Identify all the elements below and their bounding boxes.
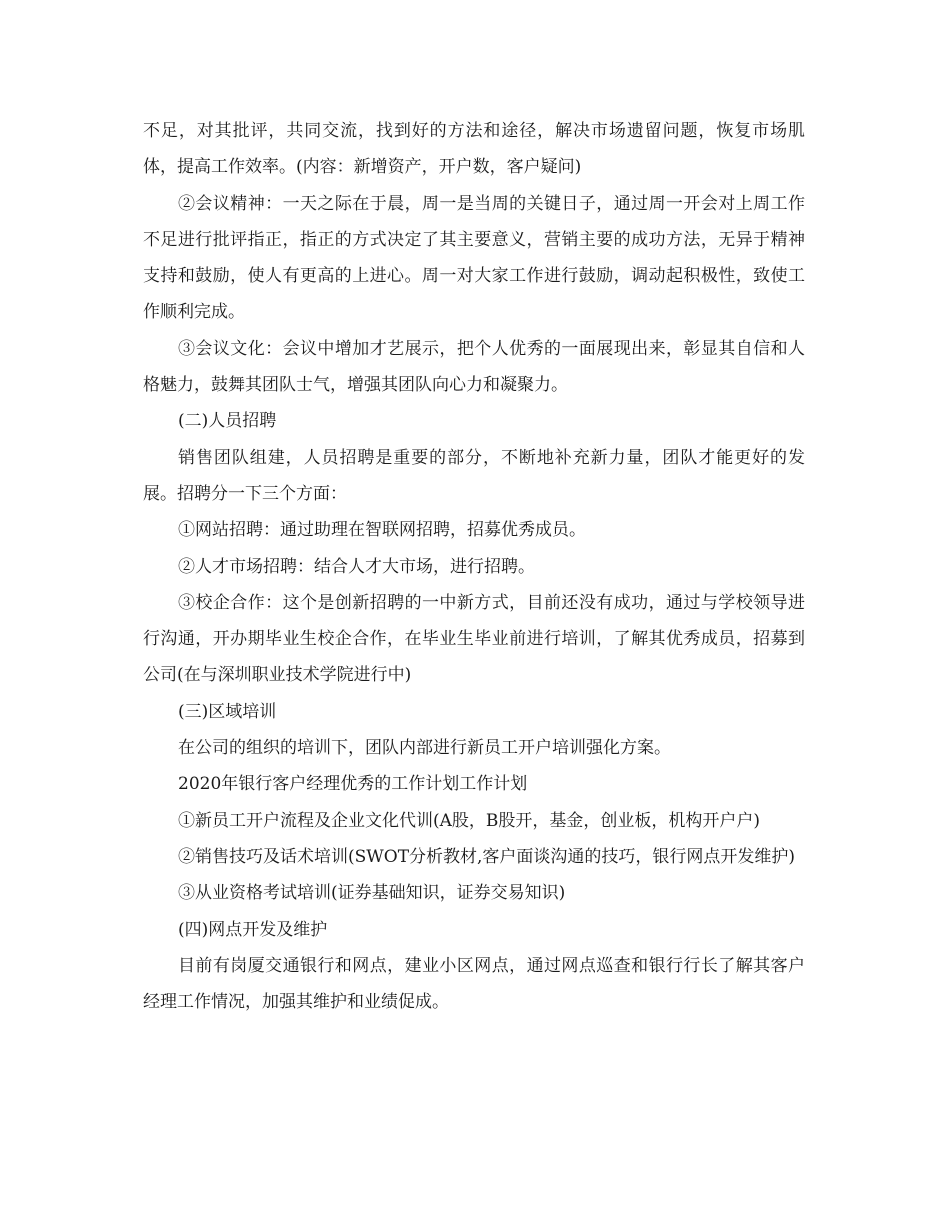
list-item-qualification-exam-training: ③从业资格考试培训(证券基础知识，证券交易知识): [178, 883, 566, 904]
paragraph-recruitment-intro: 销售团队组建，人员招聘是重要的部分，不断地补充新力量，团队才能更好的发展。招聘分一下三个方面：: [143, 447, 805, 504]
list-item-school-enterprise-cooperation: ③校企合作：这个是创新招聘的一中新方式，目前还没有成功，通过与学校领导进行沟通，开办期毕业生校企合作，在毕业生毕业前进行培训，了解其优秀成员，招募到公司(在与深圳职业技术学院进行中): [143, 592, 805, 686]
paragraph-plan-title: 2020年银行客户经理优秀的工作计划工作计划: [178, 774, 528, 795]
list-item-talent-market-recruitment: ②人才市场招聘：结合人才大市场，进行招聘。: [178, 556, 535, 577]
list-item-website-recruitment: ①网站招聘：通过助理在智联网招聘，招募优秀成员。: [178, 520, 586, 541]
section-heading-regional-training: (三)区域培训: [178, 701, 277, 722]
document-body: [143, 113, 805, 1020]
list-item-sales-skills-training: ②销售技巧及话术培训(SWOT分析教材,客户面谈沟通的技巧，银行网点开发维护): [178, 846, 796, 867]
paragraph-branch-development: 目前有岗厦交通银行和网点，建业小区网点，通过网点巡查和银行行长了解其客户经理工作情况，加强其维护和业绩促成。: [143, 955, 805, 1013]
paragraph-meeting-summary: 不足，对其批评，共同交流，找到好的方法和途径，解决市场遗留问题，恢复市场肌体，提高工作效率。(内容：新增资产，开户数，客户疑问): [143, 121, 805, 178]
section-heading-branch-development: (四)网点开发及维护: [178, 919, 328, 940]
list-item-new-employee-training: ①新员工开户流程及企业文化代训(A股，B股开，基金，创业板，机构开户户): [178, 810, 761, 831]
paragraph-meeting-spirit: ②会议精神：一天之际在于晨，周一是当周的关键日子，通过周一开会对上周工作不足进行批评指正，指正的方式决定了其主要意义，营销主要的成功方法，无异于精神支持和鼓励，使人有更高的上进心。周一对大家工作进行鼓励，调动起积极性，致使工作顺利完成。: [143, 193, 805, 323]
paragraph-training-intro: 在公司的组织的培训下，团队内部进行新员工开户培训强化方案。: [178, 738, 671, 759]
paragraph-meeting-culture: ③会议文化：会议中增加才艺展示，把个人优秀的一面展现出来，彰显其自信和人格魅力，鼓舞其团队士气，增强其团队向心力和凝聚力。: [143, 338, 805, 396]
section-heading-recruitment: (二)人员招聘: [178, 411, 277, 432]
